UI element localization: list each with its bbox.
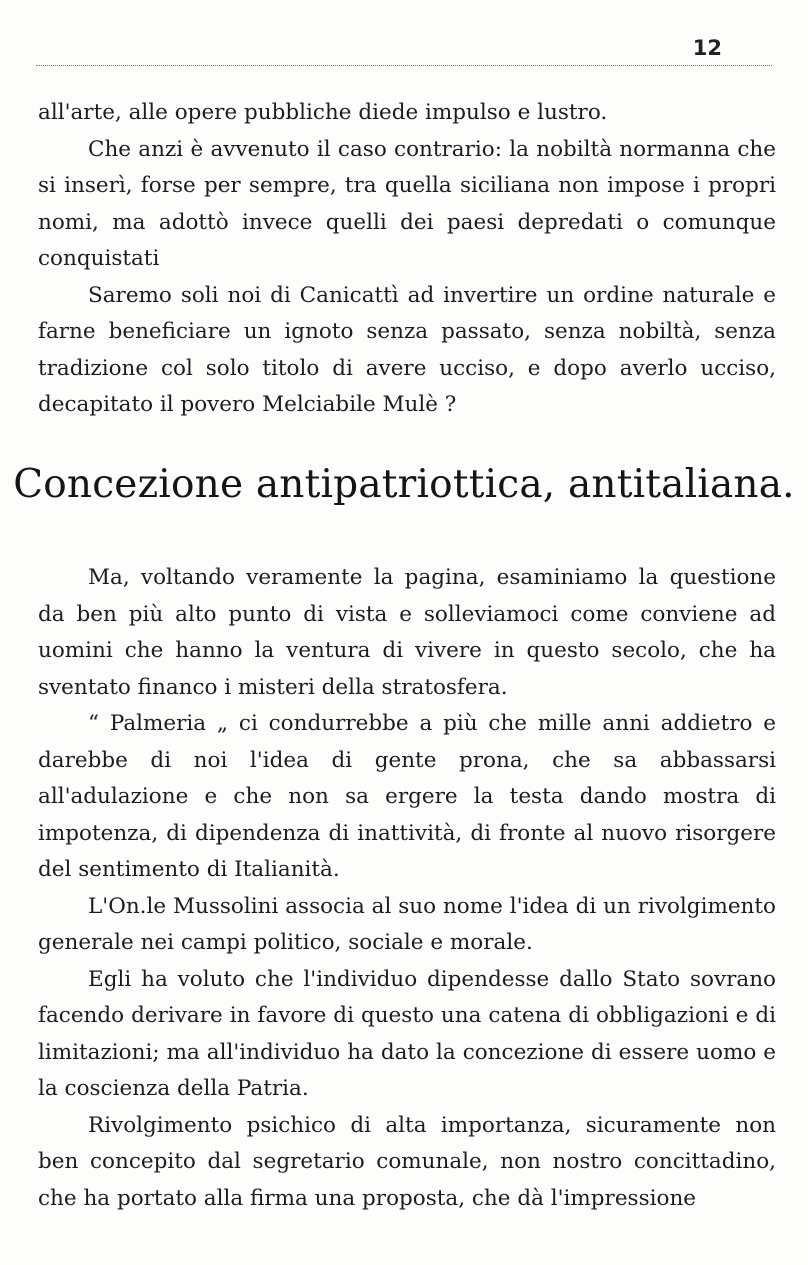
header-rule [36, 65, 772, 66]
section-text-block [38, 560, 776, 1217]
paragraph-mussolini: L'On.le Mussolini associa al suo nome l'idea di un rivolgimento generale nei campi politico, sociale e morale. [38, 893, 776, 955]
paragraph-palmeria: “ Palmeria „ ci condurrebbe a più che mille anni addietro e darebbe di noi l'idea di gente prona, che sa abbassarsi all'adulazione e che non sa ergere la testa dando mostra di impotenza, di dipendenza di inattività, di fronte al nuovo risorgere del sentimento di Italianità. [38, 711, 776, 882]
paragraph-continuation: all'arte, alle opere pubbliche diede impulso e lustro. [38, 100, 608, 125]
paragraph-turning-page: Ma, voltando veramente la pagina, esaminiamo la questione da ben più alto punto di vista e solleviamoci come conviene ad uomini che hanno la ventura di vivere in questo secolo, che ha sventato financo i misteri della stratosfera. [38, 565, 776, 700]
intro-text-block [38, 95, 776, 424]
page-number: 12 [692, 36, 722, 60]
paragraph-canicatti: Saremo soli noi di Canicattì ad invertire un ordine naturale e farne beneficiare un ignoto senza passato, senza nobiltà, senza tradizione col solo titolo di avere ucciso, e dopo averlo ucciso, decapitato il povero Melciabile Mulè ? [38, 282, 776, 417]
paragraph-state-individual: Egli ha voluto che l'individuo dipendesse dallo Stato sovrano facendo derivare in favore di questo una catena di obbligazioni e di limitazioni; ma all'individuo ha dato la concezione di essere uomo e la coscienza della Patria. [38, 966, 776, 1101]
paragraph-psychic-upheaval: Rivolgimento psichico di alta importanza, sicuramente non ben concepito dal segretario comunale, non nostro concittadino, che ha portato alla firma una proposta, che dà l'impressione [38, 1112, 776, 1211]
section-title: Concezione antipatriottica, antitaliana. [13, 462, 795, 507]
paragraph-norman-nobility: Che anzi è avvenuto il caso contrario: la nobiltà normanna che si inserì, forse per sempre, tra quella siciliana non impose i propri nomi, ma adottò invece quelli dei paesi depredati o comunque conquistati [38, 136, 776, 271]
